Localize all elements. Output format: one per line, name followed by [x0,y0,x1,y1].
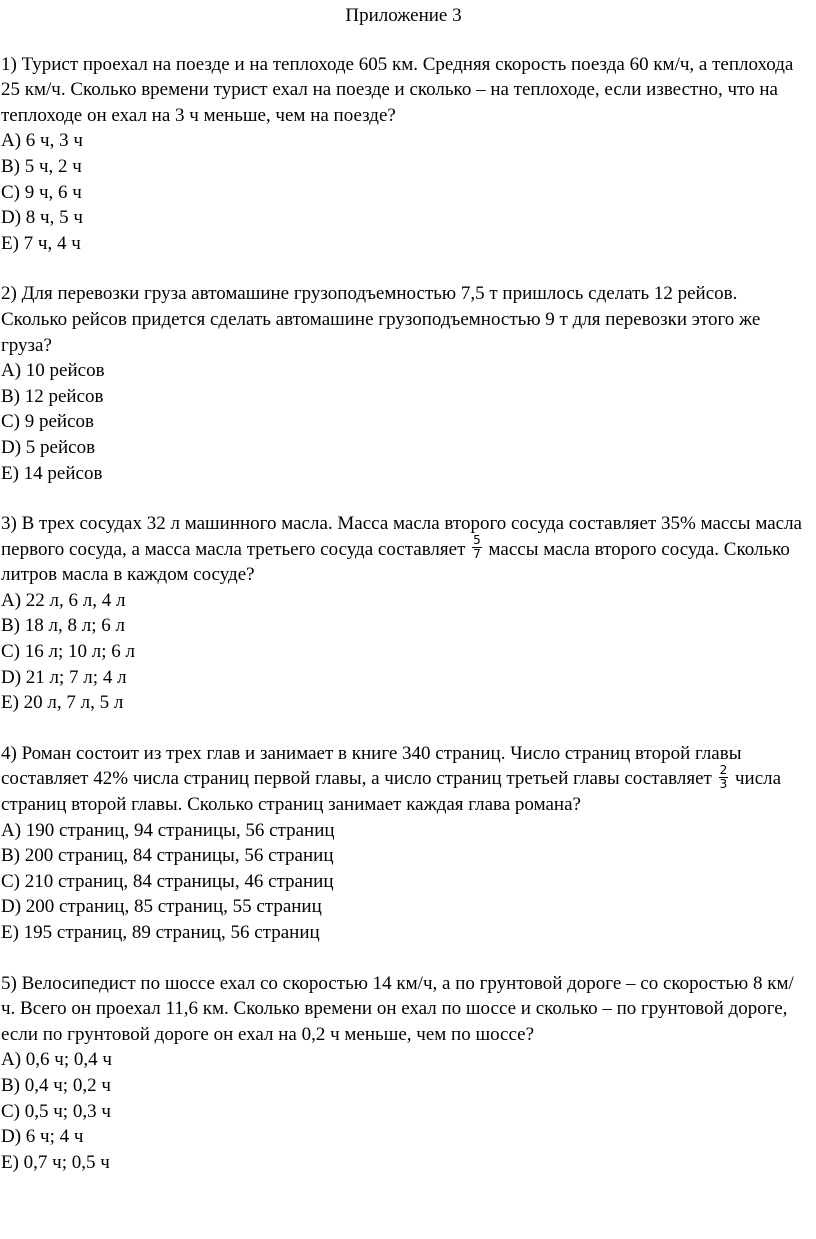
fraction-denominator: 3 [719,776,728,791]
question-text [1,741,806,818]
answer-option-e: E) 14 рейсов [1,462,103,484]
answer-option-c: C) 0,5 ч; 0,3 ч [1,1100,111,1122]
question-text-after: числа страниц второй главы. Сколько страниц занимает каждая глава романа? [1,768,782,816]
answer-option-e: E) 0,7 ч; 0,5 ч [1,1151,110,1173]
answer-option-e: E) 195 страниц, 89 страниц, 56 страниц [1,922,320,943]
question-text-after: массы масла второго сосуда. Сколько литров масла в каждом сосуде? [1,538,790,586]
answer-option-e: E) 20 л, 7 л, 5 л [1,692,124,714]
answer-option-c: C) 16 л; 10 л; 6 л [1,641,136,663]
question-text-before: 4) Роман состоит из трех глав и занимает в книге 340 страниц. Число страниц второй главы составляет 42% числа страниц первой главы, а число страниц третьей главы составляет [1,742,742,790]
answer-option-b: B) 18 л, 8 л; 6 л [1,615,125,637]
answer-options [1,1047,806,1175]
answer-option-a: A) 22 л, 6 л, 4 л [1,589,126,611]
answer-option-e: E) 7 ч, 4 ч [1,232,81,254]
question-text-before: 3) В трех сосудах 32 л машинного масла. Масса масла второго сосуда составляет 35% массы масла первого сосуда, а масса масла третьего сосуда составляет [1,513,802,560]
fraction-numerator: 5 [473,532,481,547]
fraction-numerator: 2 [719,762,728,777]
question-5 [1,971,806,1176]
answer-option-c: C) 210 страниц, 84 страницы, 46 страниц [1,870,334,892]
answer-option-b: B) 5 ч, 2 ч [1,155,82,177]
question-text: 5) Велосипедист по шоссе ехал со скоростью 14 км/ч, а по грунтовой дороге – со скоростью 8 км/ч. Всего он проехал 11,6 км. Сколько времени он ехал по шоссе и сколько – по грунтовой дороге, если по грунтовой дороге он ехал на 0,2 ч меньше, чем по шоссе? [1,972,794,1045]
answer-option-a: A) 6 ч, 3 ч [1,130,83,152]
answer-option-d: D) 5 рейсов [1,436,96,458]
answer-option-d: D) 8 ч, 5 ч [1,207,83,229]
fraction [719,764,729,791]
answer-option-b: B) 0,4 ч; 0,2 ч [1,1074,111,1096]
answer-option-d: D) 200 страниц, 85 страниц, 55 страниц [1,896,322,918]
answer-options [1,128,806,256]
question-2 [1,281,806,486]
fraction-denominator: 7 [473,546,481,561]
question-text: 2) Для перевозки груза автомашине грузоподъемностью 7,5 т пришлось сделать 12 рейсов. Сколько рейсов придется сделать автомашине грузоподъемностью 9 т для перевозки этого же груза? [1,283,761,356]
question-3 [1,511,806,716]
question-text [1,511,806,588]
answer-option-d: D) 21 л; 7 л; 4 л [1,666,127,688]
answer-option-c: C) 9 рейсов [1,411,95,433]
answer-option-c: C) 9 ч, 6 ч [1,181,82,203]
question-text: 1) Турист проехал на поезде и на теплоходе 605 км. Средняя скорость поезда 60 км/ч, а теплохода 25 км/ч. Сколько времени турист ехал на поезде и сколько – на теплоходе, если известно, что на теплоходе он ехал на 3 ч меньше, чем на поезде? [1,53,794,126]
answer-options [1,818,806,946]
answer-option-b: B) 200 страниц, 84 страницы, 56 страниц [1,845,334,867]
answer-option-a: A) 10 рейсов [1,360,105,382]
document-title: Приложение 3 [345,5,462,26]
answer-option-a: A) 190 страниц, 94 страницы, 56 страниц [1,819,335,841]
question-4 [1,741,806,946]
fraction [472,534,482,561]
answer-option-b: B) 12 рейсов [1,385,104,407]
answer-options [1,588,806,716]
answer-option-a: A) 0,6 ч; 0,4 ч [1,1049,112,1071]
question-1 [1,52,806,257]
answer-options [1,358,806,486]
answer-option-d: D) 6 ч; 4 ч [1,1126,84,1148]
